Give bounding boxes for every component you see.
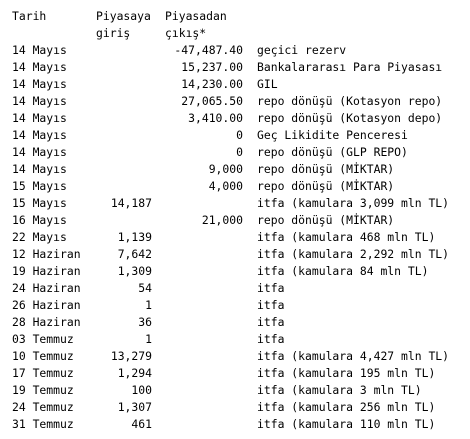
row-date: 15 Mayıs <box>12 196 67 210</box>
row-description: itfa (kamulara 2,292 mln TL) <box>257 247 450 261</box>
row-description: repo dönüşü (Kotasyon depo) <box>257 111 443 125</box>
row-inflow: 54 <box>138 281 152 295</box>
row-date: 15 Mayıs <box>12 179 67 193</box>
table-row <box>0 178 470 195</box>
table-row <box>0 59 470 76</box>
row-description: repo dönüşü (MİKTAR) <box>257 162 395 176</box>
table-row <box>0 76 470 93</box>
header-outflow-line1: Piyasadan <box>165 9 227 23</box>
row-date: 10 Temmuz <box>12 349 74 363</box>
row-inflow: 36 <box>138 315 152 329</box>
table-row <box>0 280 470 297</box>
table-row <box>0 212 470 229</box>
table-row <box>0 229 470 246</box>
row-description: itfa <box>257 281 285 295</box>
table-row <box>0 331 470 348</box>
table-row <box>0 314 470 331</box>
table-row <box>0 195 470 212</box>
table-body <box>0 42 470 433</box>
row-date: 26 Haziran <box>12 298 81 312</box>
table-row <box>0 399 470 416</box>
row-date: 14 Mayıs <box>12 145 67 159</box>
row-outflow: 4,000 <box>208 179 243 193</box>
table-row <box>0 263 470 280</box>
row-inflow: 461 <box>131 417 152 431</box>
row-outflow: -47,487.40 <box>174 43 243 57</box>
row-description: repo dönüşü (Kotasyon repo) <box>257 94 443 108</box>
row-description: itfa (kamulara 110 mln TL) <box>257 417 436 431</box>
table-row <box>0 246 470 263</box>
row-outflow: 14,230.00 <box>181 77 243 91</box>
row-inflow: 1,309 <box>117 264 152 278</box>
row-inflow: 100 <box>131 383 152 397</box>
table-row <box>0 144 470 161</box>
row-date: 17 Temmuz <box>12 366 74 380</box>
header-date: Tarih <box>12 9 47 23</box>
row-description: GIL <box>257 77 278 91</box>
row-description: itfa <box>257 332 285 346</box>
row-inflow: 1 <box>145 298 152 312</box>
row-date: 22 Mayıs <box>12 230 67 244</box>
row-description: repo dönüşü (MİKTAR) <box>257 179 395 193</box>
row-description: itfa <box>257 315 285 329</box>
table-row <box>0 110 470 127</box>
table-row <box>0 365 470 382</box>
row-outflow: 3,410.00 <box>188 111 243 125</box>
row-inflow: 1,139 <box>117 230 152 244</box>
row-date: 14 Mayıs <box>12 77 67 91</box>
row-description: itfa (kamulara 3,099 mln TL) <box>257 196 450 210</box>
row-outflow: 15,237.00 <box>181 60 243 74</box>
table-row <box>0 382 470 399</box>
row-inflow: 1,307 <box>117 400 152 414</box>
row-description: itfa (kamulara 256 mln TL) <box>257 400 436 414</box>
row-inflow: 13,279 <box>110 349 152 363</box>
row-outflow: 0 <box>236 145 243 159</box>
table-row <box>0 127 470 144</box>
row-date: 28 Haziran <box>12 315 81 329</box>
table-row <box>0 348 470 365</box>
row-description: itfa (kamulara 195 mln TL) <box>257 366 436 380</box>
row-date: 12 Haziran <box>12 247 81 261</box>
table-row <box>0 416 470 433</box>
row-outflow: 9,000 <box>208 162 243 176</box>
row-description: Bankalararası Para Piyasası <box>257 60 443 74</box>
row-date: 14 Mayıs <box>12 43 67 57</box>
row-description: repo dönüşü (GLP REPO) <box>257 145 408 159</box>
row-date: 31 Temmuz <box>12 417 74 431</box>
row-date: 16 Mayıs <box>12 213 67 227</box>
row-date: 03 Temmuz <box>12 332 74 346</box>
row-description: itfa (kamulara 4,427 mln TL) <box>257 349 450 363</box>
row-date: 14 Mayıs <box>12 111 67 125</box>
row-date: 24 Haziran <box>12 281 81 295</box>
table-row <box>0 161 470 178</box>
row-description: itfa (kamulara 3 mln TL) <box>257 383 422 397</box>
row-description: geçici rezerv <box>257 43 347 57</box>
header-inflow-line2: giriş <box>96 26 131 40</box>
table-row <box>0 297 470 314</box>
row-description: Geç Likidite Penceresi <box>257 128 408 142</box>
header-outflow-line2: çıkış* <box>165 26 207 40</box>
row-date: 19 Haziran <box>12 264 81 278</box>
row-date: 14 Mayıs <box>12 94 67 108</box>
row-description: itfa <box>257 298 285 312</box>
row-description: itfa (kamulara 84 mln TL) <box>257 264 429 278</box>
row-outflow: 21,000 <box>201 213 243 227</box>
row-date: 19 Temmuz <box>12 383 74 397</box>
row-date: 14 Mayıs <box>12 60 67 74</box>
row-description: itfa (kamulara 468 mln TL) <box>257 230 436 244</box>
table-row <box>0 93 470 110</box>
row-date: 14 Mayıs <box>12 128 67 142</box>
header-inflow-line1: Piyasaya <box>96 9 151 23</box>
row-inflow: 1,294 <box>117 366 152 380</box>
row-inflow: 1 <box>145 332 152 346</box>
row-inflow: 14,187 <box>110 196 152 210</box>
row-description: repo dönüşü (MİKTAR) <box>257 213 395 227</box>
row-date: 14 Mayıs <box>12 162 67 176</box>
table-row <box>0 42 470 59</box>
row-inflow: 7,642 <box>117 247 152 261</box>
row-outflow: 0 <box>236 128 243 142</box>
row-date: 24 Temmuz <box>12 400 74 414</box>
row-outflow: 27,065.50 <box>181 94 243 108</box>
table-header <box>0 8 470 42</box>
